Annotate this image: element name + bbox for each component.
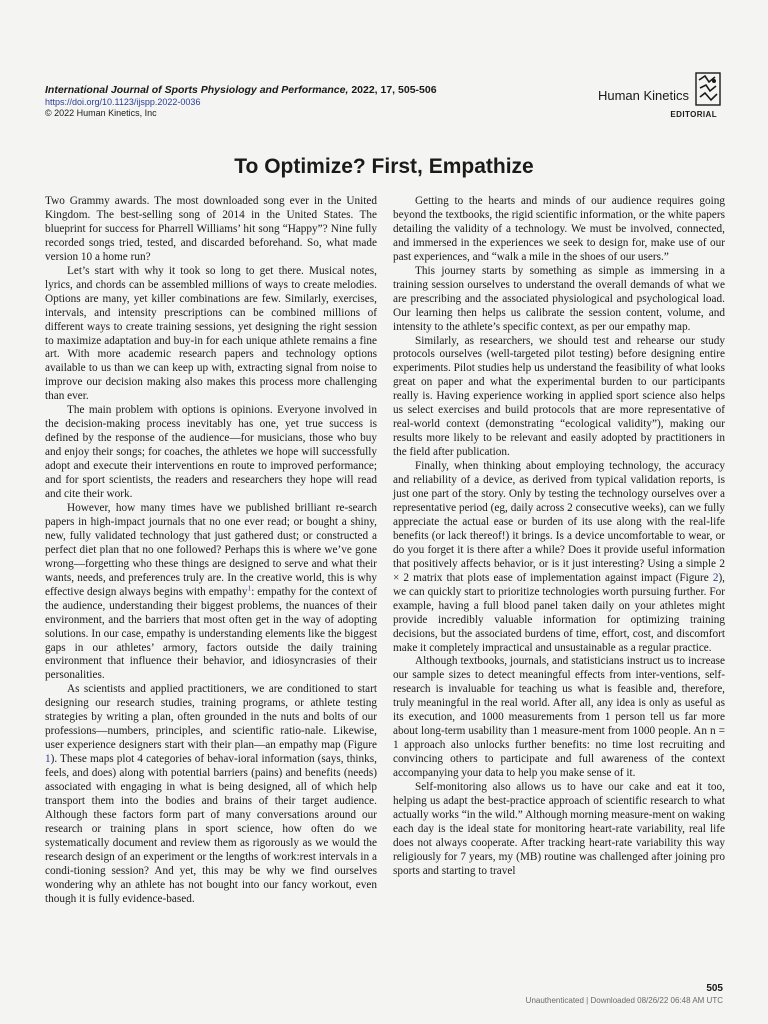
figure-reference-link[interactable]: 1 (45, 753, 51, 766)
paragraph-text: : empathy for the context of the audience, understanding their biggest problems, the nuances of their environment, and the barriers that most often get in the way of adopting solutions. In our case, empathy is understanding elements like the biggest gaps in our athletes’ armory, factors outside the daily training environment that influence their behavior, and idiosyncrasies of their personalities. (45, 585, 377, 682)
journal-name: International Journal of Sports Physiology and Performance, (45, 84, 349, 96)
paragraph (393, 460, 725, 655)
paragraph (45, 502, 377, 683)
figure-reference-link[interactable]: 2 (712, 571, 719, 584)
section-label: EDITORIAL (670, 110, 717, 119)
right-column (393, 195, 725, 879)
paragraph: Self-monitoring also allows us to have our cake and eat it too, helping us adapt the best-practice approach of scientific research to what actually works “in the wild.” Although morning measure-ment on waking each day is the ideal state for monitoring heart-rate variability, real life does not always cooperate. After tracking heart-rate variability this way religiously for 7 years, my (MB) routine was challenged after joining pro sports and starting to travel (393, 781, 725, 877)
paragraph-text: However, how many times have we published brilliant re-search papers in high-impact journals that no one ever read; or bought a shiny, new, fully validated technology that just gathered dust; or constructed a perfect diet plan that no one followed? Perhaps this is where we’ve gone wrong—forgetting who these things are designed to serve and what their wants, needs, and preferences truly are. In the creative world, this is why effective design always begins with empathy (45, 501, 377, 598)
human-kinetics-logo-icon (695, 72, 721, 106)
paragraph: Although textbooks, journals, and statisticians instruct us to increase our sample sizes to detect meaningful effects from inter-ventions, self-research is invaluable for teaching us what is feasible and, therefore, truly meaningful in the real world. After all, any idea is only as useful as its execution, and 1000 measurements from 1 person tell us far more about long-term usability than 1 measure-ment from 1000 people. An n = 1 approach also unlocks further benefits: no time lost recruiting and convincing others to participate and full awareness of the context accompanying your data to help you make sense of it. (393, 655, 725, 780)
journal-year-pages: 2022, 17, 505-506 (351, 84, 437, 96)
paragraph-text: As scientists and applied practitioners, we are conditioned to start designing our research studies, training programs, or athlete testing strategies by writing a plan, often grounded in the nuts and bolts of our professions—numbers, principles, and scientific ratio-nale. Likewise, user experience designers start with their plan—an empathy map (Figure (45, 683, 377, 752)
paragraph: Let’s start with why it took so long to get there. Musical notes, lyrics, and chords can be assembled millions of ways to create melodies. Options are many, yet killer combinations are few. Similarly, exercises, intervals, and intensity prescriptions can be combined millions of different ways to create training sessions, yet designing the right session to maximize adaptation and buy-in for each unique athlete remains a fine art. With more academic research papers and technology options available to us than we can keep up with, extracting signal from noise to improve our decision making also makes this process more challenging than ever. (45, 264, 377, 403)
copyright-notice: © 2022 Human Kinetics, Inc (45, 108, 157, 118)
download-note: Unauthenticated | Downloaded 08/26/22 06:48 AM UTC (525, 996, 723, 1005)
paragraph: Getting to the hearts and minds of our audience requires going beyond the textbooks, the rigid scientific information, or the white papers detailing the validity of a technology. We must be involved, connected, and immersed in the experiences we seek to design for, make use of our past experiences, and “walk a mile in the shoes of our users.” (393, 195, 725, 263)
reference-superscript[interactable]: 1 (247, 582, 252, 592)
paragraph-text: ), we can quickly start to prioritize technologies worth pursuing further. For example, having a full blood panel taken daily on your athletes might provide incredibly valuable information for optimizing training decisions, but the associated burdens of time, effort, cost, and discomfort make it completely impractical and unsustainable as a regular practice. (393, 571, 725, 654)
page-number: 505 (706, 983, 723, 994)
paragraph: Similarly, as researchers, we should test and rehearse our study protocols ourselves (well-targeted pilot testing) before designing entire experiments. Pilot studies help us understand the feasibility of what looks great on paper and what the experimental burden to our participants really is. Having experience working in applied sport science also helps us select exercises and build protocols that are more representative of real-world context (demonstrating “ecological validity”), making our results more likely to be relevant and easily adopted by practitioners in the field after publication. (393, 334, 725, 459)
article-header (45, 84, 725, 124)
doi-link[interactable]: https://doi.org/10.1123/ijspp.2022-0036 (45, 97, 201, 107)
publisher-name: Human Kinetics (597, 88, 689, 103)
paragraph: This journey starts by something as simple as immersing in a training session ourselves to understand the overall demands of what we are prescribing and the associated physiological and psychological load. Our learning then helps us calibrate the session content, volume, and intensity to the athlete’s specific context, as per our empathy map. (393, 264, 725, 333)
paragraph-text: Finally, when thinking about employing technology, the accuracy and reliability of a device, as derived from typical validation reports, is just one part of the story. Only by testing the technology ourselves over a representative period (eg, daily across 2 consecutive weeks), can we fully appreciate the actual ease or burden of its use along with the real-life benefits (or lack thereof!) it brings. Is a device uncomfortable to wear, or do you forget it is there after a while? Does it provide useful information that positively affects behavior, or is it just interesting? Using a simple 2 × 2 matrix that plots ease of implementation against impact (Figure (393, 460, 725, 584)
paragraph: Two Grammy awards. The most downloaded song ever in the United Kingdom. The best-selling song of 2014 in the United States. The blueprint for success for Pharrell Williams’ hit song “Happy”? Nine fully recorded songs tried, tested, and discarded beforehand. So, what made version 10 a home run? (45, 195, 377, 263)
left-column (45, 195, 377, 907)
paragraph (45, 683, 377, 906)
publisher-block (581, 72, 721, 122)
paragraph-text: ). These maps plot 4 categories of behav-ioral information (says, thinks, feels, and does) along with potential barriers (pains) and benefits (needs) associated with engaging in what is being designed, all of which help transport them into the bodies and brains of their target audience. Although these factors form part of many conversations around our research or training plans in sport science, how often do we systematically document and review them as rigorously as we would the research design of an experiment or the lengths of work:rest intervals in a condi-tioning session? And yet, this may be why we find ourselves wondering why an athlete has not bought into our fancy workout, even though it is fully evidence-based. (45, 753, 377, 905)
article-title: To Optimize? First, Empathize (234, 155, 534, 179)
paragraph: The main problem with options is opinions. Everyone involved in the decision-making process inevitably has one, yet true success is defined by the response of the audience—for musicians, those who buy and enjoy their songs; for coaches, the athletes we hope will successfully adopt and execute their interventions en route to improved performance; and for sport scientists, the readers and researchers they hope will read and cite their work. (45, 404, 377, 501)
